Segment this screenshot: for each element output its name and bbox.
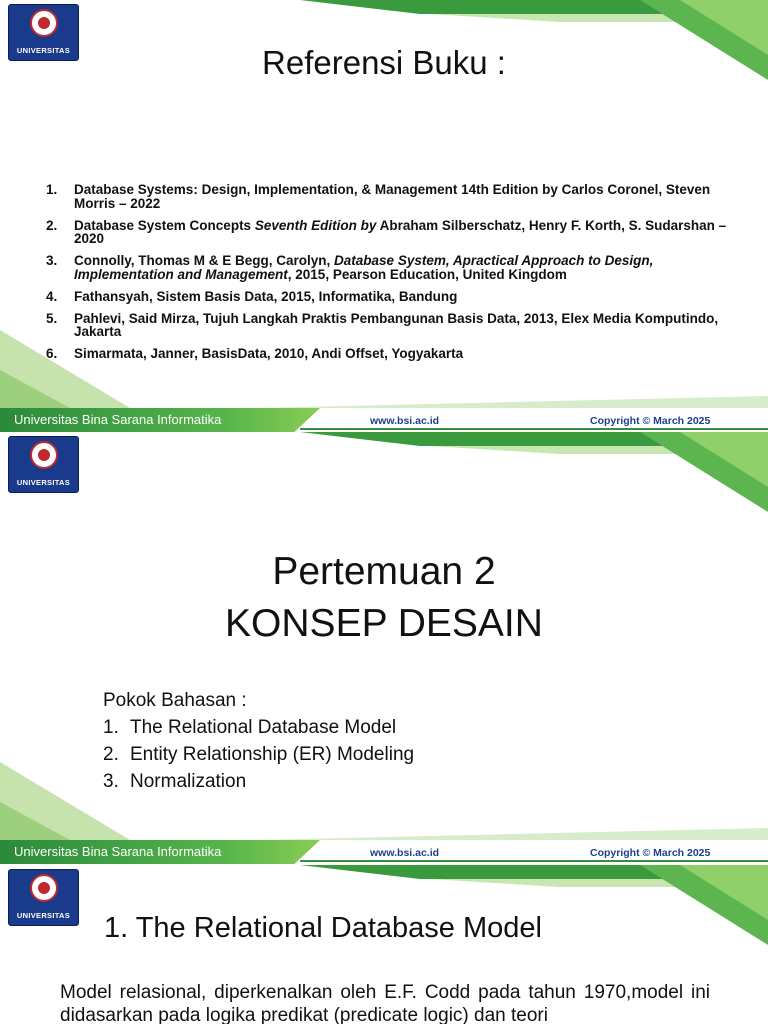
topic-text: The Relational Database Model <box>130 717 397 738</box>
reference-list <box>42 183 732 369</box>
footer-line <box>300 428 768 430</box>
reference-text: , 2015, Pearson Education, United Kingdom <box>287 266 567 282</box>
reference-text: Pahlevi, Said Mirza, Tujuh Langkah Praktis Pembangunan Basis Data, 2013, Elex Media Komputindo, Jakarta <box>74 310 719 339</box>
slide-relational-model <box>0 865 768 1024</box>
slide-footer <box>0 840 768 864</box>
reference-item <box>42 183 732 210</box>
reference-text: Fathansyah, Sistem Basis Data, 2015, Informatika, Bandung <box>74 288 458 304</box>
topic-item <box>103 768 414 795</box>
university-logo <box>8 436 79 493</box>
reference-text: Seventh Edition by <box>254 217 377 233</box>
footer-url[interactable]: www.bsi.ac.id <box>370 847 440 859</box>
slide-title: Referensi Buku : <box>262 44 506 81</box>
reference-text: Database Systems: Design, Implementation, & Management 14th Edition by Carlos Coronel, Steven Morris – 2022 <box>74 182 711 211</box>
reference-item <box>42 254 732 281</box>
footer-copyright: Copyright © March 2025 <box>590 847 711 859</box>
slide-title: 1. The Relational Database Model <box>104 912 542 944</box>
reference-item <box>42 347 732 361</box>
topic-number: 3. <box>103 771 119 792</box>
slide-title-line2: KONSEP DESAIN <box>225 602 543 645</box>
slide-decoration <box>0 432 768 864</box>
pokok-label: Pokok Bahasan : <box>103 690 247 711</box>
slide-pertemuan-2 <box>0 432 768 865</box>
reference-number: 6. <box>46 346 58 361</box>
footer-url[interactable]: www.bsi.ac.id <box>370 415 440 427</box>
slide-title-line1: Pertemuan 2 <box>272 550 496 593</box>
footer-line <box>300 860 768 862</box>
topic-text: Entity Relationship (ER) Modeling <box>130 744 415 765</box>
footer-brand: Universitas Bina Sarana Informatika <box>14 844 222 859</box>
reference-number: 4. <box>46 288 58 304</box>
reference-item <box>42 312 732 339</box>
reference-text: Database System Concepts <box>74 217 255 233</box>
reference-number: 2. <box>46 217 58 233</box>
logo-emblem-icon <box>30 9 58 37</box>
slide-footer <box>0 408 768 432</box>
topic-item <box>103 714 414 741</box>
footer-copyright: Copyright © March 2025 <box>590 415 711 427</box>
reference-number: 5. <box>46 310 58 326</box>
topic-text: Normalization <box>130 771 247 792</box>
reference-text: Database System, Apractical Approach to Design, Implementation and Management <box>74 253 654 282</box>
logo-text: UNIVERSITAS <box>16 478 71 487</box>
reference-text: Connolly, Thomas M & E Begg, Carolyn, <box>74 253 335 268</box>
topic-number: 2. <box>103 744 119 765</box>
reference-item <box>42 290 732 304</box>
reference-text: Abraham Silberschatz, Henry F. Korth, S. Sudarshan – 2020 <box>74 217 727 246</box>
slide-referensi-buku <box>0 0 768 432</box>
reference-text: Simarmata, Janner, BasisData, 2010, Andi Offset, Yogyakarta <box>74 346 464 361</box>
university-logo <box>8 869 79 926</box>
reference-number: 3. <box>46 253 58 268</box>
logo-text: UNIVERSITAS <box>16 911 71 920</box>
topic-list <box>103 714 414 795</box>
reference-number: 1. <box>46 182 58 197</box>
logo-text: UNIVERSITAS <box>16 46 71 55</box>
topic-item <box>103 741 414 768</box>
topic-number: 1. <box>103 717 119 738</box>
logo-emblem-icon <box>30 874 58 902</box>
logo-emblem-icon <box>30 441 58 469</box>
footer-brand: Universitas Bina Sarana Informatika <box>14 412 222 427</box>
reference-item <box>42 219 732 246</box>
slide-body-text: Model relasional, diperkenalkan oleh E.F. Codd pada tahun 1970,model ini didasarkan pada logika predikat (predicate logic) dan teori <box>60 982 710 1024</box>
pokok-bahasan <box>103 687 414 795</box>
